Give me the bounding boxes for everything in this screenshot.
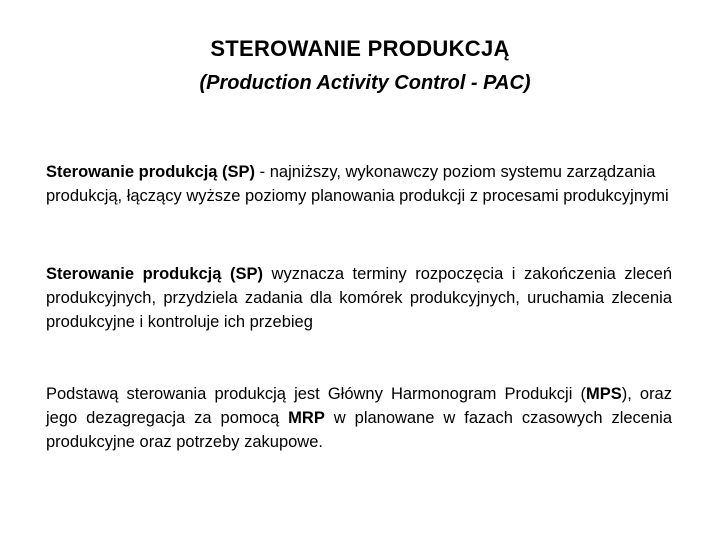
paragraph-basis-text-b: ), oraz jego dezagregacja za pomocą xyxy=(46,385,672,427)
paragraph-definition xyxy=(46,160,672,208)
paragraph-functions xyxy=(46,262,672,334)
paragraph-basis-text-c: w planowane w fazach czasowych zlecenia produkcyjne oraz potrzeby zakupowe. xyxy=(46,409,672,451)
paragraph-basis-mrp: MRP xyxy=(288,409,325,427)
slide-subtitle: (Production Activity Control - PAC) xyxy=(199,72,531,94)
paragraph-functions-lead: Sterowanie produkcją (SP) xyxy=(46,265,263,283)
paragraph-basis xyxy=(46,382,672,454)
paragraph-definition-text: - najniższy, wykonawczy poziom systemu zarządzania produkcją, łączący wyższe poziomy planowania produkcji z procesami produkcyjnymi xyxy=(46,163,669,205)
slide-title: STEROWANIE PRODUKCJĄ xyxy=(210,36,510,61)
paragraph-definition-lead: Sterowanie produkcją (SP) xyxy=(46,163,256,181)
paragraph-basis-text-a: Podstawą sterowania produkcją jest Główny Harmonogram Produkcji ( xyxy=(46,385,586,403)
paragraph-basis-mps: MPS xyxy=(585,385,622,403)
paragraph-functions-text: wyznacza terminy rozpoczęcia i zakończenia zleceń produkcyjnych, przydziela zadania dla komórek produkcyjnych, uruchamia zlecenia produkcyjne i kontroluje ich przebieg xyxy=(46,265,673,331)
